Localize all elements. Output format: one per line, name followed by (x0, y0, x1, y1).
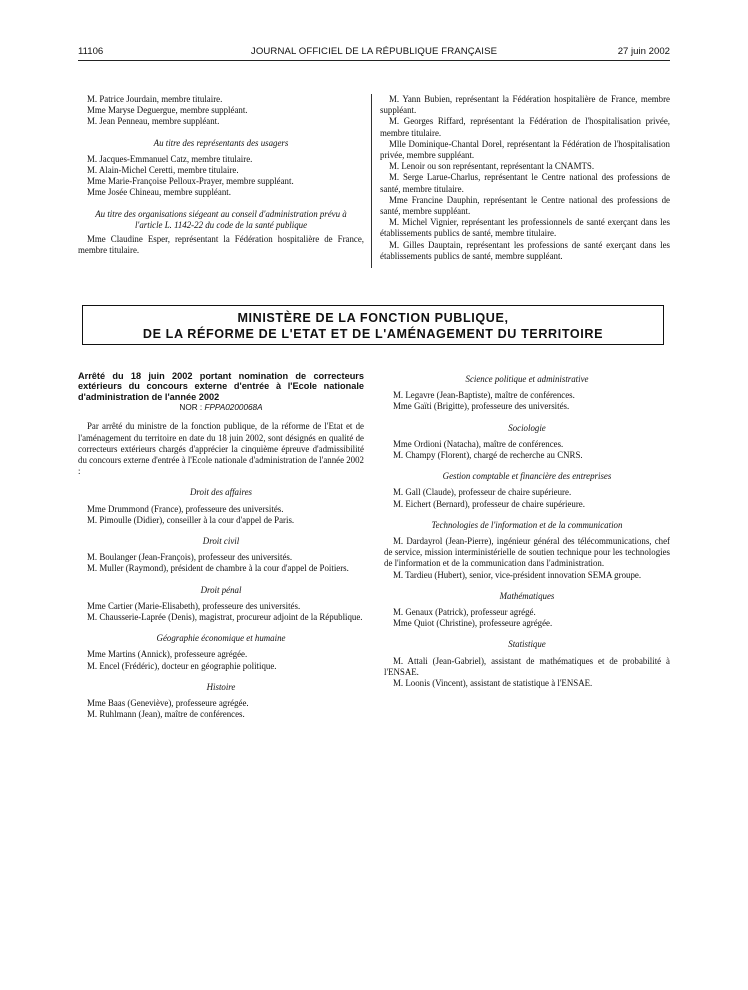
ministry-line-1: MINISTÈRE DE LA FONCTION PUBLIQUE, (237, 311, 509, 325)
list-item: M. Gall (Claude), professeur de chaire supérieure. (393, 487, 572, 498)
page-header (78, 46, 670, 61)
journal-title: JOURNAL OFFICIEL DE LA RÉPUBLIQUE FRANÇAISE (250, 46, 498, 57)
member-line: M. Gilles Dauptain, représentant les professions de santé exerçant dans les établissements publics de santé, membre suppléant. (380, 239, 670, 261)
member-line: Mlle Dominique-Chantal Dorel, représentant la Fédération de l'hospitalisation privée, membre suppléant. (380, 138, 670, 161)
member-line: M. Lenoir ou son représentant, représentant la CNAMTS. (389, 161, 595, 172)
member-line: M. Jacques-Emmanuel Catz, membre titulaire. (87, 153, 253, 164)
list-item: M. Eichert (Bernard), professeur de chaire supérieure. (393, 498, 585, 509)
member-line: Mme Marie-Françoise Pelloux-Prayer, membre suppléant. (87, 176, 294, 187)
list-item: M. Boulanger (Jean-François), professeur des universités. (87, 552, 293, 563)
bottom-right-column (384, 374, 670, 689)
member-line: Mme Josée Chineau, membre suppléant. (87, 187, 231, 198)
list-item: Mme Martins (Annick), professeure agrégée. (87, 649, 248, 660)
section-heading: Gestion comptable et financière des entreprises (442, 471, 612, 482)
list-item: M. Genaux (Patrick), professeur agrégé. (393, 607, 536, 618)
nor-reference (78, 402, 364, 413)
section-heading: Statistique (508, 639, 546, 650)
nor-value: FPPA0200068A (204, 403, 263, 413)
member-line: M. Serge Larue-Charlus, représentant le Centre national des professions de santé, membre titulaire. (380, 172, 670, 194)
member-line: Mme Claudine Esper, représentant la Fédération hospitalière de France, membre titulaire. (78, 233, 364, 255)
list-item: M. Muller (Raymond), président de chambre à la cour d'appel de Poitiers. (87, 563, 349, 574)
section-heading: Science politique et administrative (465, 374, 589, 384)
member-line: M. Georges Riffard, représentant la Fédération de l'hospitalisation privée, membre titulaire. (380, 116, 670, 138)
ministry-banner (82, 305, 664, 345)
list-item: Mme Baas (Geneviève), professeure agrégée. (87, 698, 249, 709)
arrete-title: Arrêté du 18 juin 2002 portant nomination de correcteurs extérieurs du concours externe d'entrée à l'Ecole nationale d'administration de l'année 2002 (78, 371, 364, 402)
top-right-column (380, 94, 670, 262)
list-item: M. Champy (Florent), chargé de recherche au CNRS. (393, 450, 583, 461)
ministry-line-2: DE LA RÉFORME DE L'ETAT ET DE L'AMÉNAGEMENT DU TERRITOIRE (142, 327, 604, 341)
section-heading: Géographie économique et humaine (156, 633, 286, 644)
bottom-left-column (78, 371, 364, 720)
section-heading: Technologies de l'information et de la communication (431, 519, 623, 530)
list-item: M. Dardayrol (Jean-Pierre), ingénieur général des télécommunications, chef de service, mission interministérielle de soutien technique pour les technologies de l'information et de la communication dans l'administration. (384, 536, 670, 569)
issue-date: 27 juin 2002 (617, 46, 670, 57)
list-item: M. Attali (Jean-Gabriel), assistant de mathématiques et de probabilité à l'ENSAE. (384, 655, 670, 677)
list-item: M. Loonis (Vincent), assistant de statistique à l'ENSAE. (393, 678, 593, 689)
list-item: Mme Drummond (France), professeure des universités. (87, 503, 284, 514)
section-heading: Mathématiques (499, 590, 555, 601)
page-number: 11106 (78, 46, 104, 57)
member-line: M. Patrice Jourdain, membre titulaire. (87, 94, 223, 104)
list-item: M. Pimoulle (Didier), conseiller à la cour d'appel de Paris. (87, 514, 295, 525)
list-item: M. Ruhlmann (Jean), maître de conférences. (87, 709, 245, 720)
member-line: Mme Maryse Deguergue, membre suppléant. (87, 105, 248, 116)
section-heading-usagers: Au titre des représentants des usagers (153, 137, 289, 148)
section-heading: Sociologie (508, 422, 546, 433)
column-divider (371, 94, 372, 268)
section-heading: Droit des affaires (190, 487, 252, 498)
section-heading: Histoire (206, 681, 236, 692)
section-heading-organisations: Au titre des organisations siégeant au conseil d'administration prévu à l'article L. 1142-22 du code de la santé publique (95, 208, 347, 230)
list-item: Mme Gaïti (Brigitte), professeure des universités. (393, 401, 570, 412)
list-item: Mme Quiot (Christine), professeure agrégée. (393, 618, 553, 629)
list-item: Mme Ordioni (Natacha), maître de conférences. (393, 438, 564, 449)
top-left-column (78, 94, 364, 256)
member-line: M. Michel Vignier, représentant les professionnels de santé exerçant dans les établissements publics de santé, membre titulaire. (380, 217, 670, 239)
section-heading: Droit civil (202, 536, 240, 547)
list-item: M. Legavre (Jean-Baptiste), maître de conférences. (393, 390, 575, 401)
nor-label: NOR : (179, 403, 203, 413)
section-heading: Droit pénal (200, 584, 242, 595)
member-line: M. Alain-Michel Ceretti, membre titulaire. (87, 165, 239, 176)
list-item: M. Tardieu (Hubert), senior, vice-président innovation SEMA groupe. (393, 569, 642, 580)
member-line: Mme Francine Dauphin, représentant le Centre national des professions de santé, membre suppléant. (380, 194, 670, 217)
list-item: M. Chausserie-Laprée (Denis), magistrat, procureur adjoint de la République. (87, 612, 363, 623)
list-item: Mme Cartier (Marie-Elisabeth), professeure des universités. (87, 600, 301, 611)
list-item: M. Encel (Frédéric), docteur en géographie politique. (87, 660, 277, 671)
member-line: M. Jean Penneau, membre suppléant. (87, 116, 220, 127)
member-line: M. Yann Bubien, représentant la Fédération hospitalière de France, membre suppléant. (380, 94, 670, 116)
arrete-body: Par arrêté du ministre de la fonction publique, de la réforme de l'Etat et de l'aménagement du territoire en date du 18 juin 2002, sont désignés en qualité de correcteurs extérieurs chargés d'apprécier la cinquième épreuve d'admissibilité du concours externe d'entrée à l'Ecole nationale d'administration de l'année 2002 : (78, 421, 364, 477)
